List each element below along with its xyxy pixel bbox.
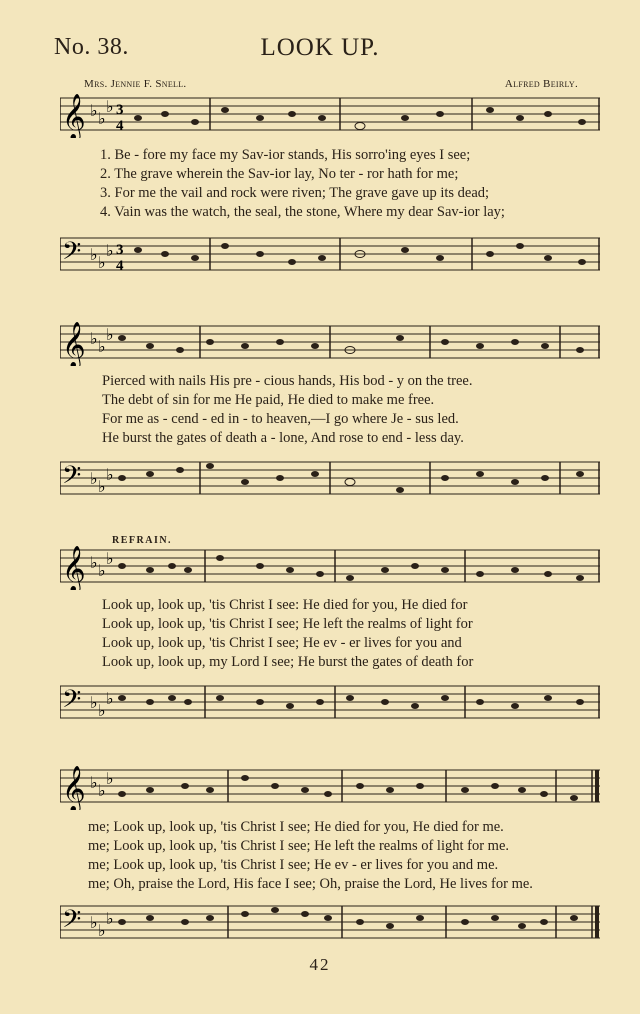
treble-clef-icon: 𝄞 (62, 546, 86, 590)
bass-staff-notation (60, 682, 600, 726)
svg-text:♭: ♭ (106, 911, 114, 928)
treble-staff-notation (60, 766, 600, 810)
lyric-line-refrain-end-3: me; Look up, look up, 'tis Christ I see; He ev - er lives for you and me. (88, 857, 499, 873)
lyric-line-refrain-end-1: me; Look up, look up, 'tis Christ I see; He died for you, He died for me. (88, 819, 504, 835)
svg-text:♭: ♭ (90, 247, 98, 264)
hymn-number: No. 38. (54, 34, 129, 60)
svg-text:♭: ♭ (98, 479, 106, 496)
lyrics-refrain (60, 818, 600, 894)
treble-clef-icon: 𝄞 (62, 322, 86, 366)
note-heads (118, 555, 584, 581)
lyric-line-refrain-2: Look up, look up, 'tis Christ I see; He left the realms of light for (102, 616, 473, 632)
svg-text:♭: ♭ (106, 467, 114, 484)
page-number: 42 (309, 955, 331, 974)
music-system-1 (60, 94, 600, 284)
bass-clef-icon: 𝄢 (62, 906, 82, 939)
note-heads (134, 107, 586, 130)
bass-clef-icon: 𝄢 (62, 238, 82, 271)
lyric-line-verse-4: 4. Vain was the watch, the seal, the stone, Where my dear Sav-ior lay; (100, 204, 505, 220)
music-system-2 (60, 322, 600, 502)
refrain-label: REFRAIN. (112, 535, 173, 546)
lyric-line-verse-2: The debt of sin for me He paid, He died to make me free. (102, 392, 435, 408)
svg-text:♭: ♭ (98, 339, 106, 356)
lyric-line-refrain-end-2: me; Look up, look up, 'tis Christ I see; He left the realms of light for me. (88, 838, 510, 854)
svg-text:♭: ♭ (90, 471, 98, 488)
lyrics-verses (60, 372, 600, 448)
bass-clef-icon: 𝄢 (62, 686, 82, 719)
svg-text:♭: ♭ (106, 551, 114, 568)
treble-clef-icon: 𝄞 (62, 94, 86, 138)
svg-text:♭: ♭ (98, 783, 106, 800)
lyrics-refrain (60, 596, 600, 672)
svg-text:♭: ♭ (106, 771, 114, 788)
bass-staff-notation (60, 234, 600, 278)
lyric-line-refrain-end-4: me; Oh, praise the Lord, His face I see; Oh, praise the Lord, He lives for me. (88, 876, 533, 892)
bass-staff-notation (60, 902, 600, 946)
svg-text:♭: ♭ (98, 255, 106, 272)
svg-text:♭: ♭ (90, 103, 98, 120)
treble-staff-notation (60, 322, 600, 366)
bass-note-heads (118, 907, 578, 929)
svg-text:♭: ♭ (98, 563, 106, 580)
note-heads (118, 335, 584, 354)
svg-text:♭: ♭ (90, 331, 98, 348)
svg-text:♭: ♭ (106, 327, 114, 344)
lyric-line-verse-2: 2. The grave wherein the Sav-ior lay, No ter - ror hath for me; (100, 166, 459, 182)
lyric-line-verse-1: 1. Be - fore my face my Sav-ior stands, His sorro'ing eyes I see; (100, 147, 471, 163)
bass-time-top: 3 (116, 242, 124, 258)
lyric-line-verse-4: He burst the gates of death a - lone, And rose to end - less day. (102, 430, 464, 446)
svg-text:♭: ♭ (90, 695, 98, 712)
time-signature-top: 3 (116, 102, 124, 118)
treble-staff (60, 766, 600, 810)
lyric-line-refrain-3: Look up, look up, 'tis Christ I see; He ev - er lives for you and (102, 635, 462, 651)
svg-text:♭: ♭ (98, 923, 106, 940)
treble-staff-notation (60, 546, 600, 590)
treble-staff (60, 94, 600, 138)
lyrics-verses (60, 146, 600, 222)
bass-staff (60, 234, 600, 278)
svg-text:♭: ♭ (98, 703, 106, 720)
svg-text:♭: ♭ (90, 775, 98, 792)
lyric-line-refrain-1: Look up, look up, 'tis Christ I see: He died for you, He died for (102, 597, 468, 613)
bass-staff (60, 902, 600, 946)
bass-time-bottom: 4 (116, 258, 124, 274)
treble-staff (60, 322, 600, 366)
treble-staff-notation (60, 94, 600, 138)
lyric-line-refrain-4: Look up, look up, my Lord I see; He burst the gates of death for (102, 654, 474, 670)
svg-text:♭: ♭ (90, 555, 98, 572)
bass-staff-notation (60, 458, 600, 502)
treble-staff (60, 546, 600, 590)
lyric-line-verse-3: For me as - cend - ed in - to heaven,—I go where Je - sus led. (102, 411, 459, 427)
lyricist-credit: Mrs. Jennie F. Snell. (84, 78, 187, 90)
music-system-3 (60, 535, 600, 726)
time-signature-bottom: 4 (116, 118, 124, 134)
bass-clef-icon: 𝄢 (62, 462, 82, 495)
svg-text:♭: ♭ (106, 243, 114, 260)
lyric-line-verse-3: 3. For me the vail and rock were riven; The grave gave up its dead; (100, 185, 490, 201)
lyric-line-verse-1: Pierced with nails His pre - cious hands, His bod - y on the tree. (102, 373, 473, 389)
bass-staff (60, 682, 600, 726)
treble-clef-icon: 𝄞 (62, 766, 86, 810)
composer-credit: Alfred Beirly. (504, 78, 578, 90)
svg-text:♭: ♭ (106, 99, 114, 116)
svg-text:♭: ♭ (106, 691, 114, 708)
note-heads (118, 775, 578, 801)
bass-staff (60, 458, 600, 502)
svg-text:♭: ♭ (90, 915, 98, 932)
svg-text:♭: ♭ (98, 111, 106, 128)
hymn-title: LOOK UP. (260, 34, 380, 61)
music-system-4 (60, 766, 600, 946)
